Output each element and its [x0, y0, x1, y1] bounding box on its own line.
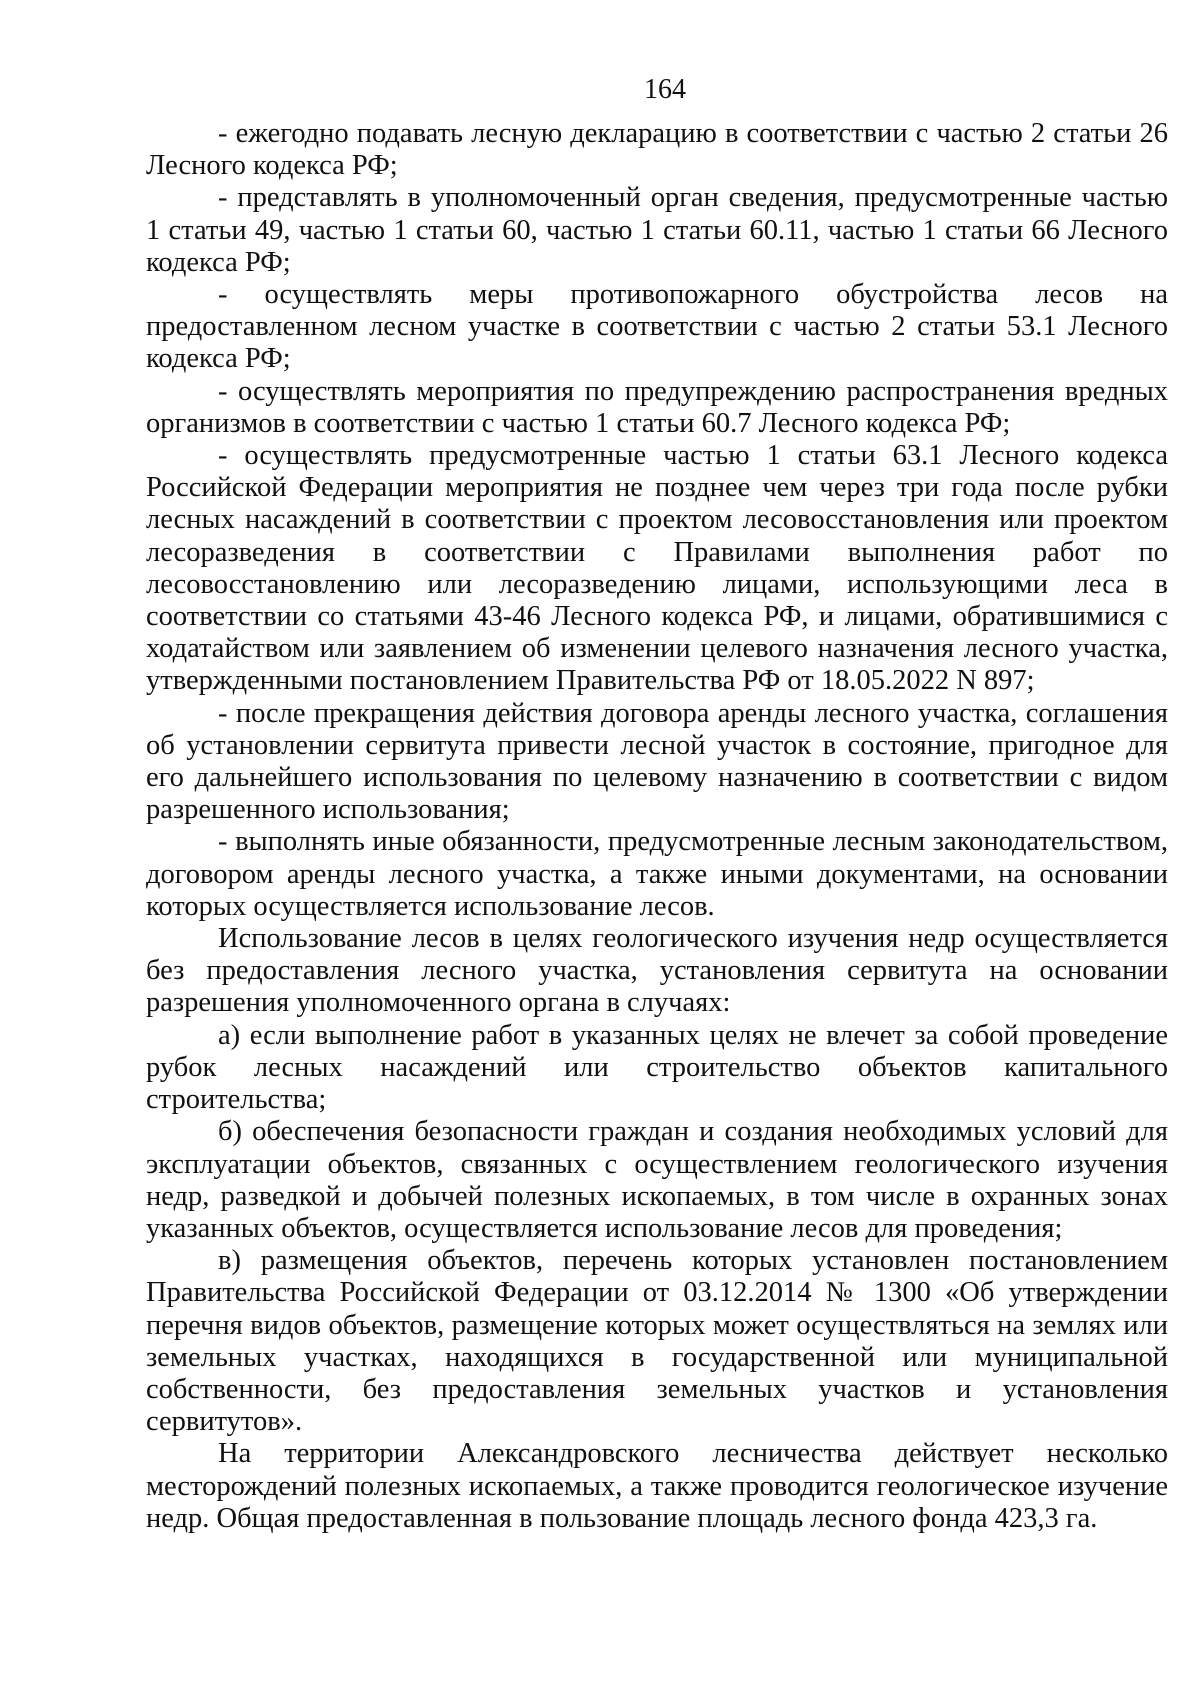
paragraph-case-c: в) размещения объектов, перечень которых установлен постановлением Правительства Российской Федерации от 03.12.2014 № 1300 «Об утверждении перечня видов объектов, размещение которых может осуществляться на землях или земельных участках, находящихся в государственной или муниципальной собственности, без предоставления земельных участков и установления сервитутов». [146, 1245, 1168, 1438]
paragraph-other-duties: - выполнять иные обязанности, предусмотренные лесным законодательством, договором аренды лесного участка, а также иными документами, на основании которых осуществляется использование лесов. [146, 826, 1168, 922]
document-body [146, 118, 1168, 1535]
paragraph-alexandrovsky-forestry: На территории Александровского лесничества действует несколько месторождений полезных ископаемых, а также проводится геологическое изучение недр. Общая предоставленная в пользование площадь лесного фонда 423,3 га. [146, 1438, 1168, 1534]
paragraph-geological-study: Использование лесов в целях геологического изучения недр осуществляется без предоставления лесного участка, установления сервитута на основании разрешения уполномоченного органа в случаях: [146, 923, 1168, 1019]
paragraph-fire-prevention: - осуществлять меры противопожарного обустройства лесов на предоставленном лесном участке в соответствии с частью 2 статьи 53.1 Лесного кодекса РФ; [146, 279, 1168, 375]
paragraph-case-a: а) если выполнение работ в указанных целях не влечет за собой проведение рубок лесных насаждений или строительство объектов капитального строительства; [146, 1019, 1168, 1116]
paragraph-case-b: б) обеспечения безопасности граждан и создания необходимых условий для эксплуатации объектов, связанных с осуществлением геологического изучения недр, разведкой и добычей полезных ископаемых, в том числе в охранных зонах указанных объектов, осуществляется использование лесов для проведения; [146, 1116, 1168, 1244]
paragraph-forest-declaration: - ежегодно подавать лесную декларацию в соответствии с частью 2 статьи 26 Лесного кодекса РФ; [146, 118, 1168, 182]
paragraph-reforestation: - осуществлять предусмотренные частью 1 статьи 63.1 Лесного кодекса Российской Федерации мероприятия не позднее чем через три года после рубки лесных насаждений в соответствии с проектом лесовосстановления или проектом лесоразведения в соответствии с Правилами выполнения работ по лесовосстановлению или лесоразведению лицами, использующими леса в соответствии со статьями 43-46 Лесного кодекса РФ, и лицами, обратившимися с ходатайством или заявлением об изменении целевого назначения лесного участка, утвержденными постановлением Правительства РФ от 18.05.2022 N 897; [146, 440, 1168, 697]
paragraph-report-information: - представлять в уполномоченный орган сведения, предусмотренные частью 1 статьи 49, частью 1 статьи 60, частью 1 статьи 60.11, частью 1 статьи 66 Лесного кодекса РФ; [146, 182, 1168, 278]
paragraph-lease-termination: - после прекращения действия договора аренды лесного участка, соглашения об установлении сервитута привести лесной участок в состояние, пригодное для его дальнейшего использования по целевому назначению в соответствии с видом разрешенного использования; [146, 697, 1168, 826]
paragraph-pest-prevention: - осуществлять мероприятия по предупреждению распространения вредных организмов в соответствии с частью 1 статьи 60.7 Лесного кодекса РФ; [146, 375, 1168, 439]
page-number: 164 [644, 74, 686, 105]
